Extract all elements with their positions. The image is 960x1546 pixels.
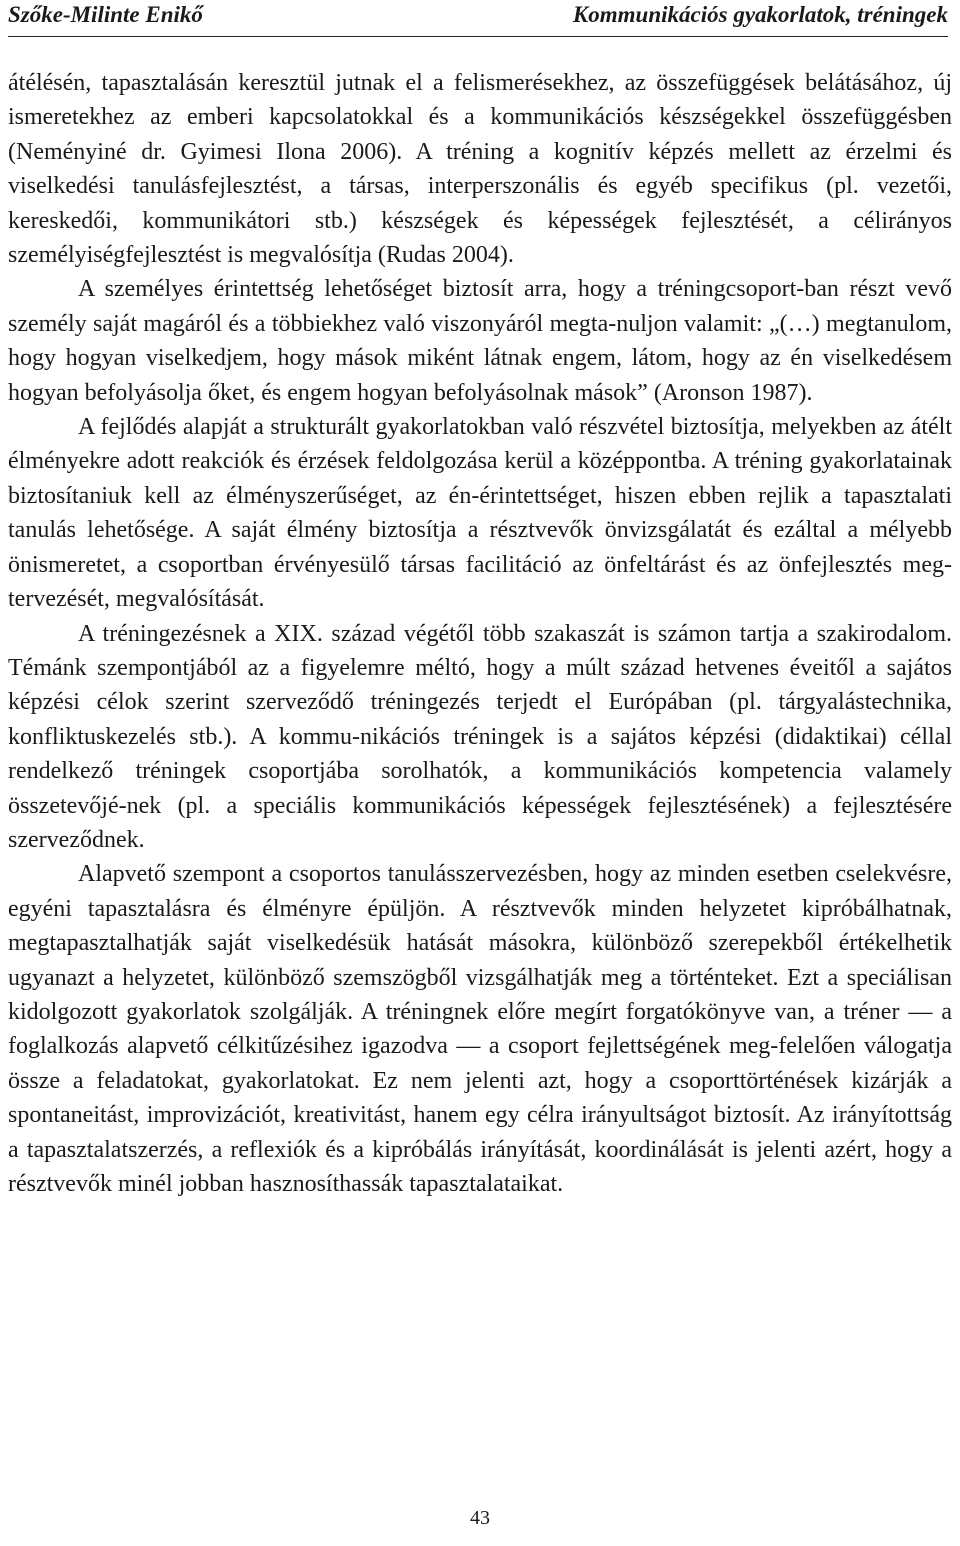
header-author: Szőke-Milinte Enikő bbox=[8, 2, 203, 27]
header-title: Kommunikációs gyakorlatok, tréningek bbox=[572, 2, 948, 27]
page-number: 43 bbox=[470, 1507, 490, 1529]
body-text bbox=[8, 66, 952, 1201]
paragraph-4: A tréningezésnek a XIX. század végétől több szakaszát is számon tartja a szakirodalom. Témánk szempontjából az a figyelemre méltó, hogy a múlt század hetvenes éveitől a sajátos képzési célok szerint szerveződő tréningezés terjedt el Európában (pl. tárgyalástechnika, konfliktuskezelés stb.). A kommu-nikációs tréningek is a sajátos képzési (didaktikai) céllal rendelkező tréningek csoportjába sorolhatók, a kommunikációs kompetencia valamely összetevőjé-nek (pl. a speciális kommunikációs képességek fejlesztésének) a fejlesztésére szerveződnek. bbox=[8, 620, 952, 853]
paragraph-3: A fejlődés alapját a strukturált gyakorlatokban való részvétel biztosítja, melyekben az átélt élményekre adott reakciók és érzések feldolgozása kerül a középpontba. A tréning gyakorlatainak biztosítaniuk kell az élményszerűséget, az én-érintettséget, hiszen ebben rejlik a tapasztalati tanulás lehetősége. A saját élmény biztosítja a résztvevők önvizsgálatát és ezáltal a mélyebb önismeretet, a csoportban érvényesülő társas facilitáció az önfeltárást és az önfejlesztés meg-tervezését, megvalósítását. bbox=[8, 414, 952, 613]
paragraph-1: átélésén, tapasztalásán keresztül jutnak el a felismerésekhez, az összefüggések belátásához, új ismeretekhez az emberi kapcsolatokkal és a kommunikációs készségekkel összefüggésben (Neményiné dr. Gyimesi Ilona 2006). A tréning a kognitív képzés mellett az érzelmi és viselkedési tanulásfejlesztést, a társas, interperszonális és egyéb specifikus (pl. vezetői, kereskedői, kommunikátori stb.) készségek és képességek fejlesztését, a célirányos személyiségfejlesztést is megvalósítja (Rudas 2004). bbox=[8, 70, 952, 269]
paragraph-2: A személyes érintettség lehetőséget biztosít arra, hogy a tréningcsoport-ban részt vevő személy saját magáról és a többiekhez való viszonyáról megta-nuljon valamit: „(…) megtanulom, hogy hogyan viselkedjem, hogy mások miként látnak engem, látom, hogy az én viselkedésem hogyan befolyásolja őket, és engem hogyan befolyásolnak mások” (Aronson 1987). bbox=[8, 276, 952, 406]
running-header bbox=[8, 0, 948, 37]
paragraph-5: Alapvető szempont a csoportos tanulásszervezésben, hogy az minden esetben cselekvésre, egyéni tapasztalásra és élményre épüljön. A résztvevők minden helyzetet kipróbálhatnak, megtapasztalhatják saját viselkedésük hatását másokra, különböző szerepekből értékelhetik ugyanazt a helyzetet, különböző szemszögből vizsgálhatják meg a történteket. Ezt a speciálisan kidolgozott gyakorlatok szolgálják. A tréningnek előre megírt forgatókönyve van, a tréner — a foglalkozás alapvető célkitűzésihez igazodva — a csoport fejlettségének meg-felelően válogatja össze a feladatokat, gyakorlatokat. Ez nem jelenti azt, hogy a csoporttörténések kizárják a spontaneitást, improvizációt, kreativitást, hanem egy célra irányultságot biztosít. Az irányítottság a tapasztalatszerzés, a reflexiók és a kipróbálás irányítását, koordinálását is jelenti azért, hogy a résztvevők minél jobban hasznosíthassák tapasztalataikat. bbox=[8, 861, 952, 1197]
